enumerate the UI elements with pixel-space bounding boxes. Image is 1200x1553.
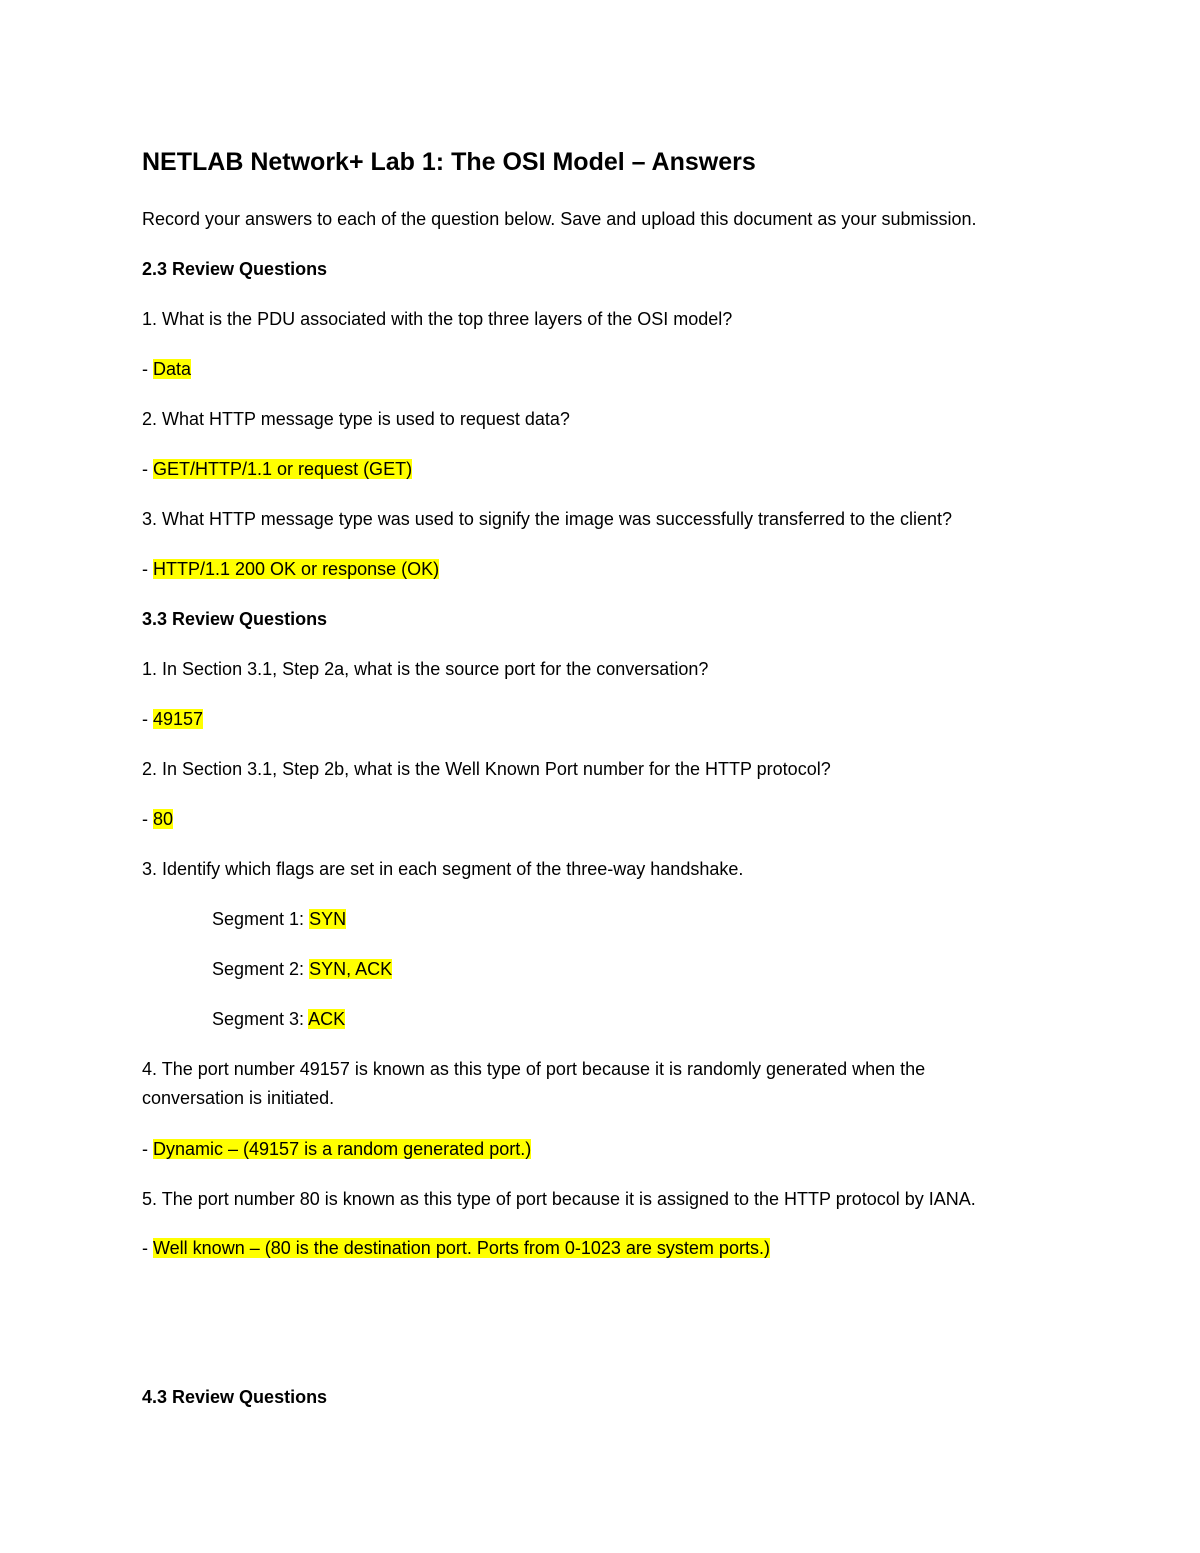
segment-label: Segment 2:	[212, 959, 310, 979]
question-number: 1	[142, 659, 153, 679]
question-number: 2	[142, 409, 153, 429]
answer-highlight: 49157	[153, 709, 204, 729]
segment-answer-highlight: SYN, ACK	[309, 959, 393, 979]
question-continuation: conversation is initiated.	[142, 1088, 335, 1108]
question-number: 3	[142, 509, 153, 529]
question: 1. What is the PDU associated with the top three layers of the OSI model?	[142, 309, 733, 329]
answer-highlight: GET/HTTP/1.1 or request (GET)	[153, 459, 413, 479]
answer-highlight: Well known – (80 is the destination port. Ports from 0-1023 are system ports.)	[153, 1238, 770, 1258]
answer-highlight: HTTP/1.1 200 OK or response (OK)	[153, 559, 440, 579]
question: 2. In Section 3.1, Step 2b, what is the Well Known Port number for the HTTP protocol?	[142, 759, 831, 779]
answer-prefix: -	[142, 809, 153, 829]
question-number: 4	[142, 1059, 153, 1079]
answer-prefix: -	[142, 1238, 153, 1258]
question-number: 1	[142, 309, 153, 329]
segment-label: Segment 3:	[212, 1009, 309, 1029]
question: 5. The port number 80 is known as this type of port because it is assigned to the HTTP protocol by IANA.	[142, 1189, 976, 1209]
question: 4. The port number 49157 is known as this type of port because it is randomly generated when the	[142, 1059, 926, 1079]
question-text: What is the PDU associated with the top three layers of the OSI model?	[162, 309, 733, 329]
answer	[142, 1137, 531, 1161]
question-text: The port number 80 is known as this type of port because it is assigned to the HTTP protocol by IANA.	[161, 1189, 976, 1209]
question-number: 3	[142, 859, 153, 879]
segment-answer-highlight: SYN	[309, 909, 347, 929]
section-heading: 4.3 Review Questions	[142, 1387, 328, 1407]
question-number: 2	[142, 759, 153, 779]
answer	[142, 557, 439, 581]
section-heading: 3.3 Review Questions	[142, 609, 328, 629]
question-text: Identify which flags are set in each segment of the three-way handshake.	[162, 859, 744, 879]
question-text: What HTTP message type was used to signify the image was successfully transferred to the client?	[162, 509, 953, 529]
question-text: In Section 3.1, Step 2a, what is the source port for the conversation?	[162, 659, 709, 679]
answer-prefix: -	[142, 359, 153, 379]
answer	[142, 1236, 770, 1260]
segment-answer-highlight: ACK	[308, 1009, 346, 1029]
document-title: NETLAB Network+ Lab 1: The OSI Model – Answers	[142, 148, 756, 176]
question: 3. What HTTP message type was used to signify the image was successfully transferred to the client?	[142, 509, 953, 529]
segment-line	[212, 957, 392, 981]
instructions-text: Record your answers to each of the question below. Save and upload this document as your submission.	[142, 209, 977, 229]
answer-highlight: 80	[153, 809, 174, 829]
answer-prefix: -	[142, 709, 153, 729]
segment-line	[212, 907, 346, 931]
answer	[142, 707, 203, 731]
question: 3. Identify which flags are set in each segment of the three-way handshake.	[142, 859, 744, 879]
answer-highlight: Data	[153, 359, 192, 379]
answer-prefix: -	[142, 1139, 153, 1159]
question: 2. What HTTP message type is used to request data?	[142, 409, 570, 429]
answer	[142, 807, 173, 831]
answer-prefix: -	[142, 559, 153, 579]
question-text: What HTTP message type is used to request data?	[162, 409, 570, 429]
answer-highlight: Dynamic – (49157 is a random generated port.)	[153, 1139, 532, 1159]
section-heading: 2.3 Review Questions	[142, 259, 328, 279]
question-number: 5	[142, 1189, 153, 1209]
question-text: The port number 49157 is known as this type of port because it is randomly generated when the	[161, 1059, 926, 1079]
answer-prefix: -	[142, 459, 153, 479]
question: 1. In Section 3.1, Step 2a, what is the source port for the conversation?	[142, 659, 709, 679]
segment-label: Segment 1:	[212, 909, 310, 929]
segment-line	[212, 1007, 345, 1031]
answer	[142, 357, 191, 381]
question-text: In Section 3.1, Step 2b, what is the Well Known Port number for the HTTP protocol?	[162, 759, 831, 779]
answer	[142, 457, 412, 481]
